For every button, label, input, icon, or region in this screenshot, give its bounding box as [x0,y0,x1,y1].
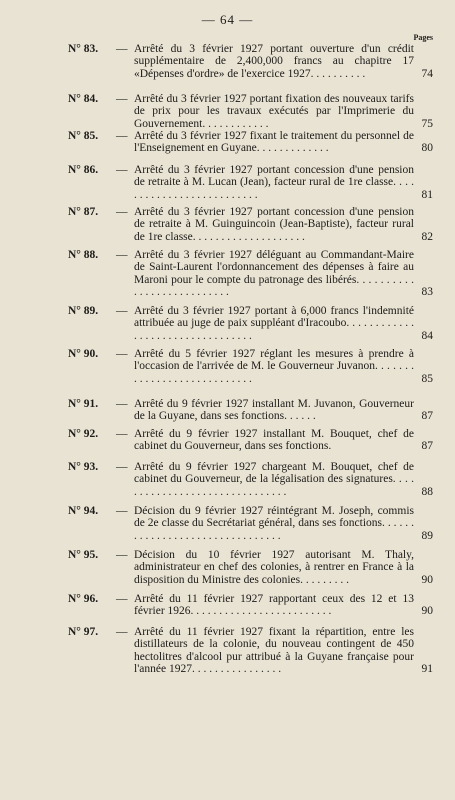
entry-number: N° 85. [68,130,99,142]
entry-text: Arrêté du 9 février 1927 installant M. Juvanon, Gouverneur de la Guyane, dans ses fonctions. . . . . . [134,398,414,423]
entry-number: N° 95. [68,549,99,561]
entry-number: N° 97. [68,626,99,638]
entry-page-number: 90 [421,605,433,618]
entry-page-number: 80 [421,142,433,155]
entry-text: Arrêté du 11 février 1927 rapportant ceux des 12 et 13 février 1926. . . . . . . . . . . . . . . . . . . . . . . . . [134,593,414,618]
entry-number: N° 89. [68,305,99,317]
entry-dash: — [116,206,128,218]
entry-page-number: 75 [421,117,433,130]
pages-column-label: Pages [413,33,433,42]
entry-number: N° 91. [68,398,99,410]
entry-number: N° 96. [68,593,99,605]
entry-dash: — [116,626,128,638]
entry-text: Arrêté du 3 février 1927 portant ouverture d'un crédit supplémentaire de 2,400,000 francs au chapitre 17 «Dépenses d'ordre» de l'exercice 1927. . . . . . . . . . [134,43,414,80]
entry-dash: — [116,164,128,176]
entry-text: Décision du 10 février 1927 autorisant M. Thaly, administrateur en chef des colonies, à rentrer en France à la disposition du Ministre des colonies. . . . . . . . . [134,549,414,586]
entry-text: Arrêté du 3 février 1927 fixant le traitement du personnel de l'Enseignement en Guyane. . . . . . . . . . . . . [134,130,414,155]
entry-dash: — [116,549,128,561]
entry-text: Arrêté du 3 février 1927 déléguant au Commandant-Maire de Saint-Laurent l'ordonnancement des dépenses à faire au Maroni pour le compte du patronage des libérés. . . . . . . . . . . . . . . . . . . . . . . . . . . [134,249,414,299]
entry-page-number: 74 [421,67,433,80]
entry-dash: — [116,348,128,360]
entry-page-number: 87 [421,410,433,423]
entry-number: N° 93. [68,461,99,473]
entry-text: Décision du 9 février 1927 réintégrant M. Joseph, commis de 2e classe du Secrétariat général, dans ses fonctions. . . . . . . . . . . . . . . . . . . . . . . . . . . . . . . . [134,505,414,542]
entry-text: Arrêté du 3 février 1927 portant concession d'une pension de retraite à M. Lucan (Jean), facteur rural de 1re classe. . . . . . . . . . . . . . . . . . . . . . . . . . [134,164,414,201]
entry-page-number: 84 [421,329,433,342]
entry-text: Arrêté du 9 février 1927 installant M. Bouquet, chef de cabinet du Gouverneur, dans ses fonctions. [134,428,414,453]
entry-page-number: 83 [421,286,433,299]
entry-dash: — [116,505,128,517]
entry-number: N° 83. [68,43,99,55]
entry-dash: — [116,130,128,142]
entry-page-number: 82 [421,230,433,243]
entry-text: Arrêté du 5 février 1927 réglant les mesures à prendre à l'occasion de l'arrivée de M. le Gouverneur Juvanon. . . . . . . . . . . . . . . . . . . . . . . . . . . . [134,348,414,385]
entry-dash: — [116,428,128,440]
entry-dash: — [116,93,128,105]
entry-page-number: 81 [421,188,433,201]
entry-dash: — [116,43,128,55]
entry-text: Arrêté du 3 février 1927 portant à 6,000 francs l'indemnité attribuée au juge de paix suppléant d'Iracoubo. . . . . . . . . . . . . . . . . . . . . . . . . . . . . . . . . [134,305,414,342]
entry-text: Arrêté du 11 février 1927 fixant la répartition, entre les distillateurs de la colonie, du nouveau contingent de 450 hectolitres d'alcool pur attribué à la Guyane française pour l'année 1927. . . . . . . . . . . . . . . . [134,626,414,676]
entry-number: N° 94. [68,505,99,517]
entry-text: Arrêté du 3 février 1927 portant fixation des nouveaux tarifs de prix pour les travaux exécutés par l'Imprimerie du Gouvernement. . . . . . . . . . . . [134,93,414,130]
entry-dash: — [116,305,128,317]
entry-page-number: 90 [421,573,433,586]
entry-text: Arrêté du 3 février 1927 portant concession d'une pension de retraite à M. Guinguincoin (Jean-Baptiste), facteur rural de 1re classe. . . . . . . . . . . . . . . . . . . . [134,206,414,243]
entry-number: N° 87. [68,206,99,218]
entry-page-number: 91 [421,663,433,676]
entry-page-number: 89 [421,529,433,542]
entry-number: N° 88. [68,249,99,261]
entry-number: N° 86. [68,164,99,176]
entry-dash: — [116,249,128,261]
entry-text: Arrêté du 9 février 1927 chargeant M. Bouquet, chef de cabinet du Gouverneur, de la légalisation des signatures. . . . . . . . . . . . . . . . . . . . . . . . . . . . . . . [134,461,414,498]
entry-dash: — [116,593,128,605]
entry-number: N° 92. [68,428,99,440]
entry-page-number: 85 [421,372,433,385]
entry-page-number: 87 [421,440,433,453]
entry-dash: — [116,398,128,410]
entry-dash: — [116,461,128,473]
entry-page-number: 88 [421,485,433,498]
entry-number: N° 90. [68,348,99,360]
entry-number: N° 84. [68,93,99,105]
page-number: — 64 — [201,12,254,27]
